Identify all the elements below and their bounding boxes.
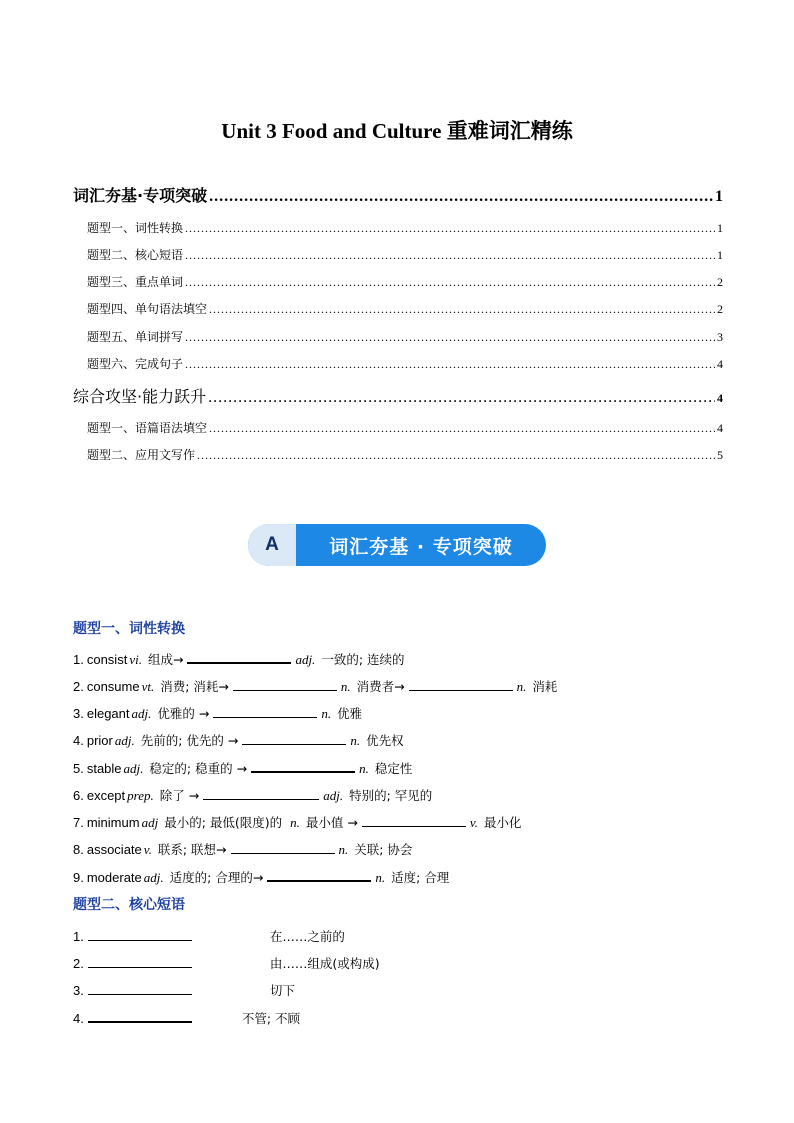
answer-blank[interactable]	[251, 759, 355, 773]
part-of-speech: v.	[143, 842, 152, 857]
part-of-speech: n.	[359, 761, 369, 776]
answer-blank[interactable]	[233, 678, 337, 691]
toc-label: 题型二、核心短语	[87, 248, 184, 262]
item-meaning: 由……组成(或构成)	[269, 956, 380, 971]
toc-leader	[197, 448, 715, 463]
part-of-speech: n.	[321, 706, 332, 721]
item-meaning: 稳定性	[374, 761, 413, 776]
toc-entry[interactable]	[87, 273, 723, 290]
toc-leader	[185, 275, 715, 290]
answer-blank[interactable]	[88, 982, 192, 995]
part-of-speech: prep.	[127, 788, 154, 803]
exercise-item	[73, 954, 382, 972]
item-number: 1.	[73, 652, 84, 667]
item-word: elegant	[86, 706, 130, 721]
item-word: prior	[86, 733, 113, 748]
item-number: 7.	[73, 815, 84, 830]
toc-label: 题型四、单句语法填空	[87, 302, 208, 316]
item-word: consist	[86, 652, 128, 667]
toc-leader	[209, 421, 715, 436]
part-of-speech: adj.	[131, 706, 152, 721]
item-word: moderate	[86, 870, 142, 885]
toc-leader	[209, 188, 713, 206]
item-meaning: 一致的; 连续的	[321, 652, 405, 667]
exercise-item	[73, 704, 364, 722]
part-of-speech: n.	[375, 870, 386, 885]
part-of-speech: n.	[340, 679, 351, 694]
banner-title: 词汇夯基 · 专项突破	[329, 535, 513, 558]
toc-label: 综合攻坚·能力跃升	[73, 387, 207, 406]
toc-page: 1	[715, 188, 723, 205]
exercise-item	[73, 650, 407, 668]
toc-entry[interactable]	[87, 446, 723, 463]
answer-blank[interactable]	[267, 868, 371, 882]
part-of-speech: adj.	[143, 870, 164, 885]
toc-entry[interactable]	[87, 328, 723, 345]
item-meaning: 在……之前的	[269, 929, 345, 944]
toc-label: 题型五、单词拼写	[87, 330, 184, 344]
toc-leader	[208, 389, 715, 407]
answer-blank[interactable]	[187, 650, 291, 664]
answer-blank[interactable]	[88, 955, 192, 968]
part-of-speech: vt.	[141, 679, 155, 694]
item-meaning: 消耗	[532, 679, 558, 694]
item-meaning: 不管; 不顾	[241, 1011, 301, 1026]
item-meaning: 最小化	[483, 815, 522, 830]
part-of-speech: adj	[141, 815, 159, 830]
toc-entry[interactable]	[73, 183, 723, 206]
toc-page: 4	[717, 421, 723, 435]
item-meaning: 除了 →	[159, 788, 200, 803]
toc-entry[interactable]	[87, 246, 723, 263]
item-meaning: 先前的; 优先的 →	[140, 733, 239, 748]
item-number: 2.	[73, 679, 84, 694]
section-heading: 题型一、词性转换	[73, 621, 185, 637]
item-number: 4.	[73, 1011, 84, 1026]
item-number: 2.	[73, 956, 84, 971]
part-of-speech: v.	[469, 815, 478, 830]
part-of-speech: adj.	[123, 761, 144, 776]
item-meaning: 适度的; 合理的→	[169, 870, 264, 885]
toc-entry[interactable]	[87, 300, 723, 317]
item-word: stable	[86, 761, 122, 776]
toc-label: 题型二、应用文写作	[87, 448, 196, 462]
toc-page: 2	[717, 275, 723, 289]
page-title: Unit 3 Food and Culture 重难词汇精练	[221, 119, 573, 143]
item-meaning: 优雅	[337, 706, 363, 721]
item-number: 1.	[73, 929, 84, 944]
toc-label: 题型一、语篇语法填空	[87, 421, 208, 435]
item-meaning: 消费; 消耗→	[160, 679, 229, 694]
answer-blank[interactable]	[362, 814, 466, 827]
exercise-item	[73, 1009, 302, 1027]
exercise-item	[73, 813, 523, 831]
answer-blank[interactable]	[88, 1009, 192, 1023]
toc-entry[interactable]	[87, 419, 723, 436]
item-number: 3.	[73, 983, 84, 998]
part-of-speech: n.	[516, 679, 527, 694]
exercise-item	[73, 927, 347, 945]
item-meaning: 最小值 →	[305, 815, 358, 830]
part-of-speech: n.	[290, 815, 300, 830]
section-heading: 题型二、核心短语	[73, 897, 185, 913]
answer-blank[interactable]	[409, 678, 513, 691]
toc-label: 题型六、完成句子	[87, 357, 184, 371]
answer-blank[interactable]	[231, 841, 335, 854]
answer-blank[interactable]	[242, 732, 346, 745]
answer-blank[interactable]	[203, 787, 319, 800]
part-of-speech: adj.	[295, 652, 316, 667]
toc-entry[interactable]	[87, 219, 723, 236]
item-meaning: 切下	[269, 983, 295, 998]
exercise-item	[73, 759, 414, 777]
toc-leader	[185, 357, 715, 372]
item-number: 8.	[73, 842, 84, 857]
toc-entry[interactable]	[87, 355, 723, 372]
item-number: 5.	[73, 761, 84, 776]
toc-label: 词汇夯基·专项突破	[73, 186, 208, 205]
item-meaning: 优先权	[366, 733, 404, 748]
exercise-item	[73, 677, 559, 695]
item-meaning: 联系; 联想→	[157, 842, 227, 857]
exercise-item	[73, 786, 434, 804]
part-of-speech: adj.	[323, 788, 344, 803]
part-of-speech: n.	[350, 733, 361, 748]
exercise-item	[73, 981, 297, 999]
item-number: 9.	[73, 870, 84, 885]
toc-page: 5	[717, 448, 723, 462]
item-number: 4.	[73, 733, 84, 748]
answer-blank[interactable]	[213, 705, 317, 718]
part-of-speech: vi.	[129, 652, 142, 667]
toc-leader	[185, 221, 715, 236]
toc-leader	[185, 330, 715, 345]
item-word: consume	[86, 679, 140, 694]
item-meaning: 关联; 协会	[354, 842, 413, 857]
item-meaning: 适度; 合理	[391, 870, 450, 885]
item-word: except	[86, 788, 126, 803]
item-meaning: 组成→	[147, 652, 184, 667]
item-word: minimum	[86, 815, 140, 830]
toc-page: 3	[717, 330, 723, 344]
item-meaning: 消费者→	[356, 679, 405, 694]
item-number: 3.	[73, 706, 84, 721]
item-meaning: 稳定的; 稳重的 →	[149, 761, 248, 776]
toc-label: 题型三、重点单词	[87, 275, 184, 289]
item-word: associate	[86, 842, 142, 857]
part-of-speech: adj.	[114, 733, 135, 748]
toc-page: 2	[717, 302, 723, 316]
toc-page: 4	[717, 391, 723, 405]
toc-label: 题型一、词性转换	[87, 221, 184, 235]
toc-leader	[185, 248, 715, 263]
answer-blank[interactable]	[88, 928, 192, 941]
exercise-item	[73, 840, 414, 858]
item-meaning: 特别的; 罕见的	[349, 788, 433, 803]
part-of-speech: n.	[338, 842, 349, 857]
toc-page: 1	[717, 221, 723, 235]
toc-page: 4	[717, 357, 723, 371]
item-meaning: 最小的; 最低(限度)的	[164, 815, 283, 830]
toc-entry[interactable]	[73, 384, 723, 407]
exercise-item	[73, 868, 451, 886]
section-banner	[248, 524, 546, 566]
toc-leader	[209, 302, 715, 317]
item-number: 6.	[73, 788, 84, 803]
toc-page: 1	[717, 248, 723, 262]
exercise-item	[73, 731, 406, 749]
item-meaning: 优雅的 →	[157, 706, 210, 721]
banner-badge: A	[248, 524, 296, 566]
